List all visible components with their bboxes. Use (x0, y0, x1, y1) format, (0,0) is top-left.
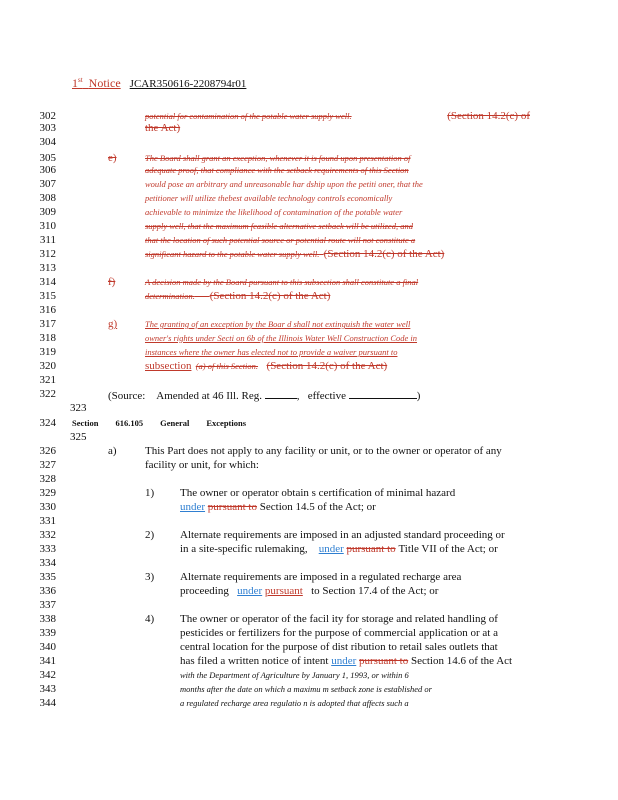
para-e-label: e) (108, 152, 117, 164)
text-line-303: the Act) (145, 122, 181, 134)
text-line-317: The granting of an exception by the Boar d shall not extinguish the water well (145, 319, 411, 329)
item-1-label: 1) (145, 487, 155, 499)
text-line-309: achievable to minimize the likelihood of contamination of the potable water (145, 207, 403, 217)
line-number: 307 (39, 178, 56, 190)
section-heading: Section 616.105 General Exceptions (72, 418, 247, 428)
text-line-326: This Part does not apply to any facility or unit, or to the owner or operator of any (145, 445, 502, 457)
line-number: 335 (39, 571, 56, 583)
line-number: 343 (39, 683, 56, 695)
line-number: 329 (39, 487, 56, 499)
line-number: 332 (39, 529, 56, 541)
text-line-339: pesticides or fertilizers for the purpose of commercial application or at a (180, 627, 498, 639)
line-number: 323 (70, 402, 87, 414)
text-line-307: would pose an arbitrary and unreasonable har dship upon the petiti oner, that the (145, 179, 423, 189)
text-line-340: central location for the purpose of dist ribution to retail sales outlets that (180, 641, 498, 653)
line-number: 316 (39, 304, 56, 316)
text-line-338: The owner or operator of the facil ity for storage and related handling of (180, 613, 498, 625)
text-line-311: that the location of such potential source or potential route will not constitute a (145, 235, 416, 245)
line-number: 325 (70, 431, 87, 443)
item-2-label: 2) (145, 529, 155, 541)
text-line-341: has filed a written notice of intent under pursuant to Section 14.6 of the Act (180, 655, 513, 667)
line-number: 344 (39, 697, 56, 709)
line-number: 327 (39, 459, 56, 471)
line-number: 312 (39, 248, 56, 260)
line-number: 303 (39, 122, 56, 134)
source-note: (Source: Amended at 46 Ill. Reg. , effective ) (108, 390, 421, 402)
line-number: 313 (39, 262, 56, 274)
line-number: 320 (39, 360, 56, 372)
text-line-306: adequate proof, that compliance with the setback requirements of this Section (145, 165, 409, 175)
line-number: 336 (39, 585, 56, 597)
line-number: 322 (39, 388, 56, 400)
line-number: 314 (39, 276, 56, 288)
item-4-label: 4) (145, 613, 155, 625)
para-a-label: a) (108, 445, 117, 457)
text-line-329: The owner or operator obtain s certification of minimal hazard (180, 487, 456, 499)
para-g-label: g) (108, 318, 118, 330)
text-line-318: owner's rights under Secti on 6b of the Illinois Water Well Construction Code in (145, 333, 418, 343)
document-id: JCAR350616-2208794r01 (129, 78, 247, 90)
text-line-335: Alternate requirements are imposed in a regulated recharge area (180, 571, 462, 583)
line-number: 330 (39, 501, 56, 513)
line-number: 324 (39, 417, 56, 429)
line-number: 302 (39, 110, 56, 122)
line-number: 315 (39, 290, 56, 302)
line-number: 317 (39, 318, 56, 330)
line-number: 341 (39, 655, 56, 667)
line-number: 311 (39, 234, 56, 246)
text-line-310: supply well, that the maximum feasible alternative setback will be utilized, and (145, 221, 413, 231)
text-line-308: petitioner will utilize thebest available technology controls economically (145, 193, 393, 203)
line-number: 305 (39, 152, 56, 164)
text-line-319: instances where the owner has elected not to provide a waiver pursuant to (145, 347, 398, 357)
line-number: 304 (39, 136, 56, 148)
line-number: 310 (39, 220, 56, 232)
line-number: 331 (39, 515, 56, 527)
line-number: 340 (39, 641, 56, 653)
line-number: 319 (39, 346, 56, 358)
line-number: 342 (39, 669, 56, 681)
line-number: 338 (39, 613, 56, 625)
text-line-330: under pursuant to Section 14.5 of the Act; or (180, 501, 376, 513)
line-number: 333 (39, 543, 56, 555)
notice-label: 1st Notice (72, 76, 121, 90)
reg-page-blank (265, 388, 297, 399)
line-number: 321 (39, 374, 56, 386)
text-line-314: A decision made by the Board pursuant to this subsection shall constitute a final (145, 277, 419, 287)
text-line-343: months after the date on which a maximu m setback zone is established or (180, 684, 432, 694)
line-number: 334 (39, 557, 56, 569)
item-3-label: 3) (145, 571, 155, 583)
line-number: 339 (39, 627, 56, 639)
line-number: 309 (39, 206, 56, 218)
para-f-label: f) (108, 276, 116, 288)
text-line-312: significant hazard to the potable water supply well. (Section 14.2(c) of the Act) (145, 248, 445, 260)
line-number: 326 (39, 445, 56, 457)
text-line-302: potential for contamination of the potable water supply well. (Section 14.2(c) of (145, 110, 530, 122)
line-number: 308 (39, 192, 56, 204)
text-line-344: a regulated recharge area regulatio n is adopted that affects such a (180, 698, 409, 708)
text-line-305: The Board shall grant an exception, whenever it is found upon presentation of (145, 153, 411, 163)
line-number: 328 (39, 473, 56, 485)
line-number: 318 (39, 332, 56, 344)
text-line-342: with the Department of Agriculture by January 1, 1993, or within 6 (180, 670, 409, 680)
effective-date-blank (349, 388, 417, 399)
text-line-332: Alternate requirements are imposed in an adjusted standard proceeding or (180, 529, 505, 541)
header (72, 76, 246, 91)
text-line-320: subsection (a) of this Section. (Section 14.2(c) of the Act) (145, 360, 388, 372)
line-number: 306 (39, 164, 56, 176)
text-line-315: determination. (Section 14.2(c) of the Act) (145, 290, 331, 302)
text-line-333: in a site-specific rulemaking, under pursuant to Title VII of the Act; or (180, 543, 498, 555)
text-line-327: facility or unit, for which: (145, 459, 259, 471)
line-number: 337 (39, 599, 56, 611)
text-line-336: proceeding under pursuant to Section 17.4 of the Act; or (180, 585, 439, 597)
